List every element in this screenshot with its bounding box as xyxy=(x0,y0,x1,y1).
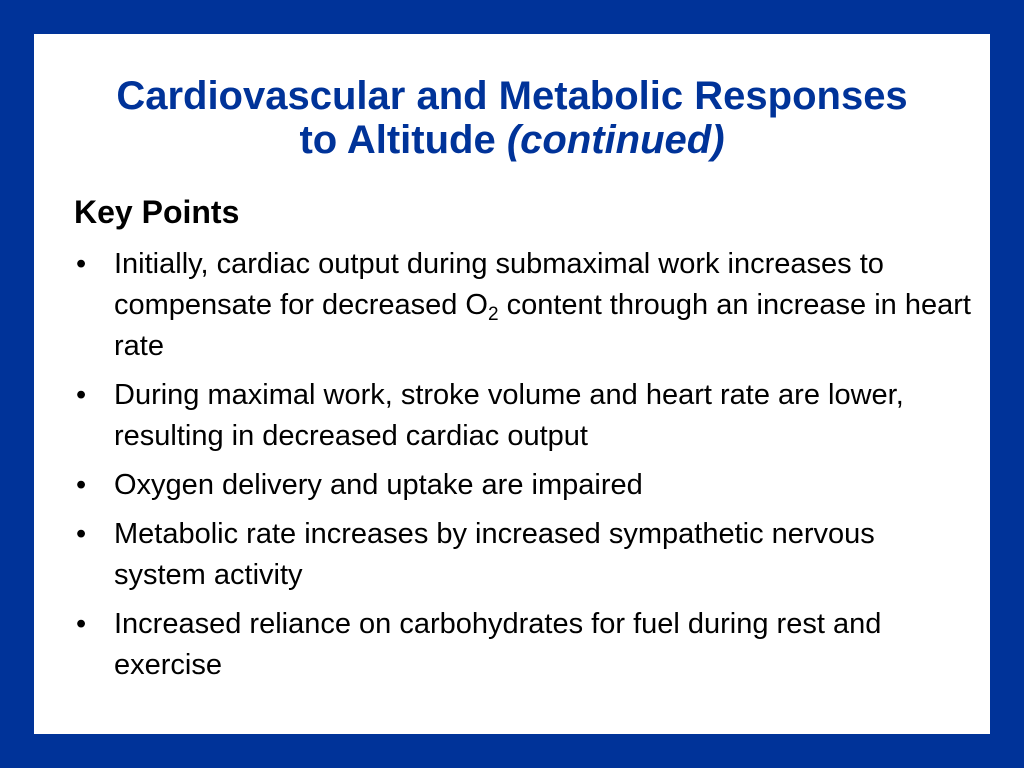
bullet-icon: • xyxy=(76,608,87,640)
title-line-1: Cardiovascular and Metabolic Responses xyxy=(116,74,908,118)
slide-title xyxy=(34,74,990,162)
key-point-1-text-b: content through an increase in heart rate xyxy=(114,289,971,362)
key-point-3-text: Oxygen delivery and uptake are impaired xyxy=(114,469,643,501)
bullet-icon: • xyxy=(76,469,87,501)
key-point-4-text: Metabolic rate increases by increased sympathetic nervous system activity xyxy=(114,518,875,591)
title-line-2-text: to Altitude xyxy=(299,118,507,162)
title-line-2 xyxy=(34,118,990,162)
key-point-1 xyxy=(74,244,974,367)
slide xyxy=(34,34,990,734)
title-continued: (continued) xyxy=(506,118,725,162)
bullet-icon: • xyxy=(76,379,87,411)
key-point-1-text-a: Initially, cardiac output during submaximal work increases to compensate for decreased O xyxy=(114,248,884,321)
bullet-icon: • xyxy=(76,518,87,550)
key-point-3 xyxy=(74,465,974,506)
key-point-5 xyxy=(74,604,974,686)
key-points-list xyxy=(74,244,974,686)
o2-subscript: 2 xyxy=(487,304,499,325)
key-point-2-text: During maximal work, stroke volume and heart rate are lower, resulting in decreased cardiac output xyxy=(114,379,904,452)
key-point-2 xyxy=(74,375,974,457)
key-point-4 xyxy=(74,514,974,596)
slide-body xyxy=(74,194,974,694)
bullet-icon: • xyxy=(76,248,87,280)
section-heading: Key Points xyxy=(74,194,240,230)
key-point-5-text: Increased reliance on carbohydrates for fuel during rest and exercise xyxy=(114,608,882,681)
